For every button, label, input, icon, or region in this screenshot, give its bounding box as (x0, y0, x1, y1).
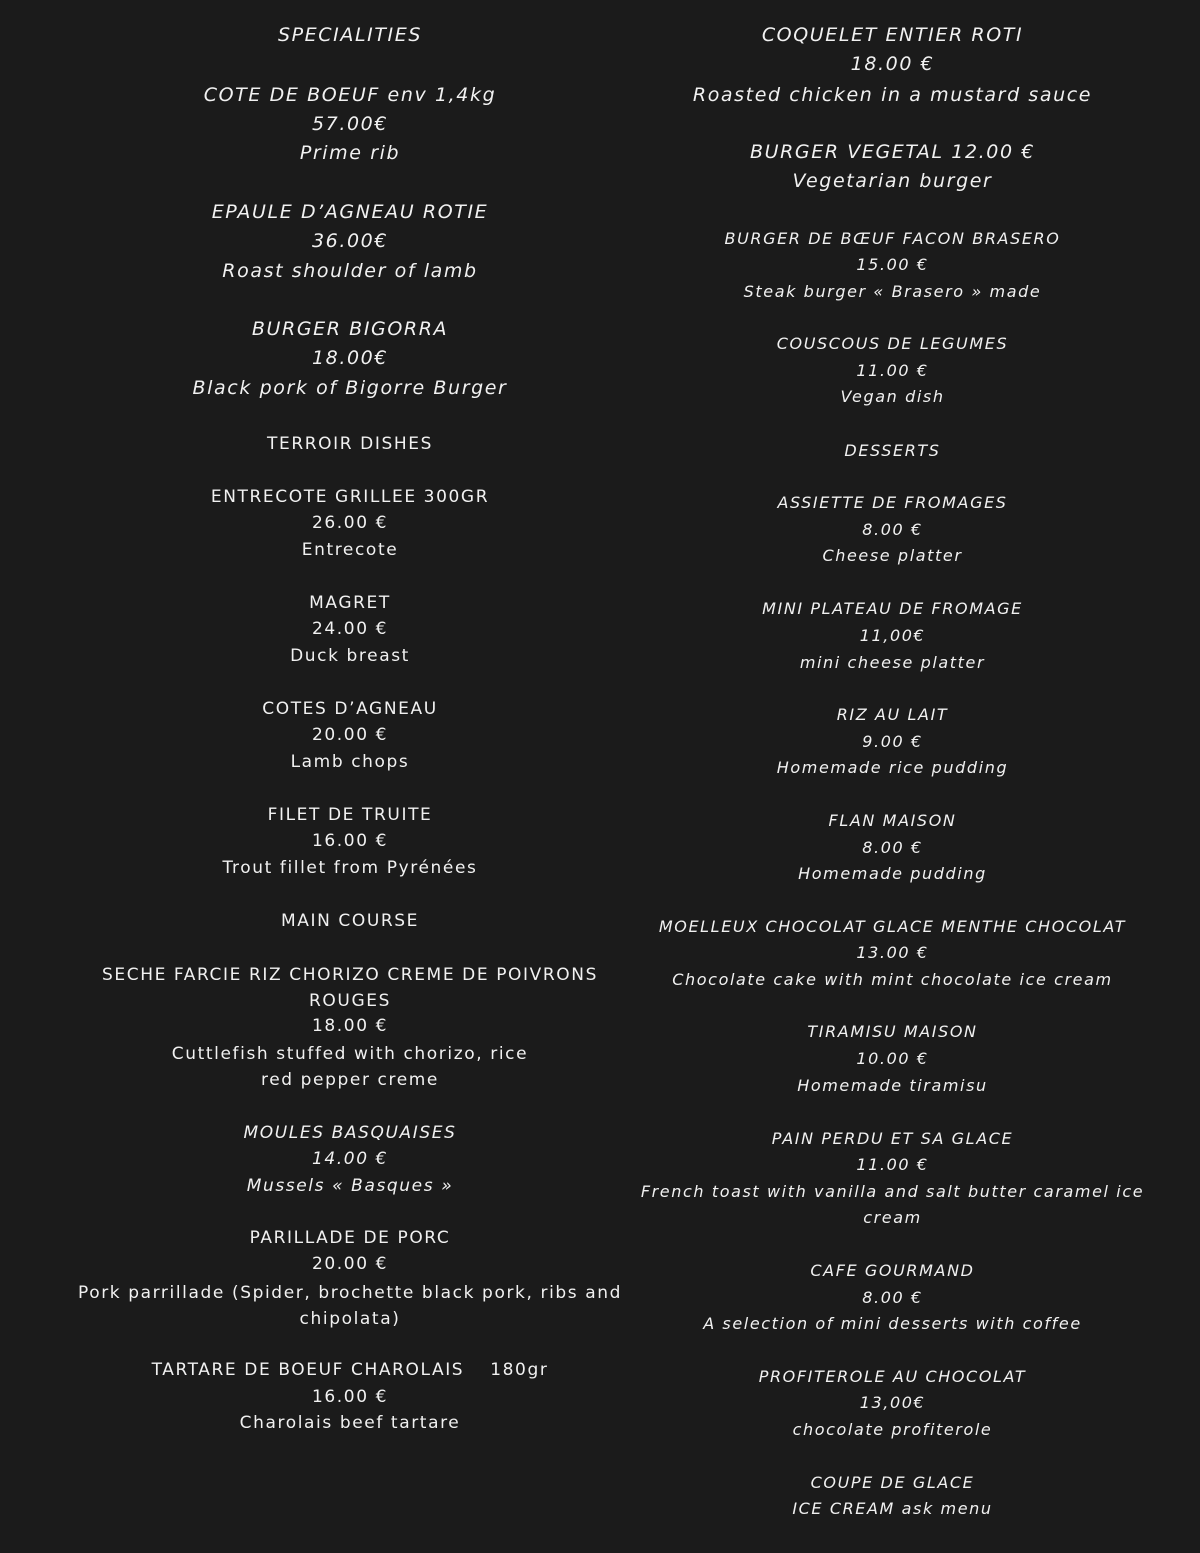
menu-item-name: MAGRET (309, 593, 391, 613)
menu-item-description: chocolate profiterole (792, 1420, 993, 1439)
menu-item-price: 13,00€ (859, 1393, 926, 1412)
menu-item-name: FILET DE TRUITE (267, 805, 433, 825)
specialities-heading: SPECIALITIES (277, 24, 423, 46)
menu-item-description: Roasted chicken in a mustard sauce (692, 84, 1093, 106)
menu-item-name: RIZ AU LAIT (836, 705, 949, 724)
menu-item-price: 18.00€ (311, 347, 389, 369)
menu-item-description: Steak burger « Brasero » made (743, 282, 1042, 301)
menu-item-name: PAIN PERDU ET SA GLACE (771, 1129, 1014, 1148)
menu-item-name: COTE DE BOEUF env 1,4kg (203, 84, 497, 106)
menu-item-name: COTES D’AGNEAU (262, 699, 438, 719)
menu-item-description: mini cheese platter (799, 653, 986, 672)
menu-item-price: 16.00 € (311, 1387, 389, 1407)
menu-item-price: 18.00 € (850, 53, 935, 75)
menu-item-price: 8.00 € (862, 520, 923, 539)
menu-item-price: 14.00 € (311, 1149, 389, 1169)
terroir-heading: TERROIR DISHES (267, 434, 433, 454)
menu-item-description: Lamb chops (290, 752, 410, 772)
menu-item-name: ENTRECOTE GRILLEE 300GR (210, 487, 490, 507)
menu-item-name: FLAN MAISON (828, 811, 957, 830)
menu-item-price: 15.00 € (856, 255, 929, 274)
main-course-heading: MAIN COURSE (280, 911, 420, 931)
menu-item-price: 10.00 € (856, 1049, 929, 1068)
menu-item-description: Trout fillet from Pyrénées (222, 858, 478, 878)
menu-item-price: 11.00 € (856, 361, 929, 380)
menu-item-description: Prime rib (299, 142, 401, 164)
menu-item-price: 16.00 € (311, 831, 389, 851)
menu-item-name: COUSCOUS DE LEGUMES (776, 334, 1009, 353)
menu-item-description: Roast shoulder of lamb (222, 260, 478, 282)
menu-item-price: 36.00€ (311, 230, 389, 252)
menu-item-name: TIRAMISU MAISON (807, 1022, 978, 1041)
menu-item-name: MOELLEUX CHOCOLAT GLACE MENTHE CHOCOLAT (658, 917, 1127, 936)
menu-item-name: BURGER VEGETAL 12.00 € (749, 141, 1036, 163)
menu-item-description: Chocolate cake with mint chocolate ice cream (672, 970, 1113, 989)
menu-item-name: MOULES BASQUAISES (243, 1123, 457, 1143)
menu-item-name: SECHE FARCIE RIZ CHORIZO CREME DE POIVRONS ROUGES (102, 965, 598, 1011)
desserts-heading: DESSERTS (844, 441, 941, 460)
menu-item-description: Mussels « Basques » (246, 1176, 454, 1196)
menu-item-price: 9.00 € (862, 732, 923, 751)
menu-item-price: 20.00 € (311, 725, 389, 745)
menu-item-name: BURGER DE BŒUF FACON BRASERO (724, 229, 1061, 248)
menu-item-description: Duck breast (290, 646, 410, 666)
menu-item-name-row (70, 1360, 630, 1380)
menu-item-price: 11.00 € (856, 1155, 929, 1174)
menu-item-name: TARTARE DE BOEUF CHAROLAIS (151, 1360, 465, 1380)
menu-item-price: 20.00 € (311, 1254, 389, 1274)
menu-item-name: COQUELET ENTIER ROTI (761, 24, 1024, 46)
menu-item-price: 57.00€ (311, 113, 389, 135)
menu-item-description: Homemade rice pudding (776, 758, 1009, 777)
menu-item-description: Cuttlefish stuffed with chorizo, rice red pepper creme (171, 1044, 529, 1090)
menu-item-name: CAFE GOURMAND (810, 1261, 975, 1280)
menu-item-description: ICE CREAM ask menu (792, 1499, 993, 1518)
menu-item-price: 11,00€ (859, 626, 926, 645)
menu-item-description: Black pork of Bigorre Burger (192, 377, 508, 399)
menu-item-name: MINI PLATEAU DE FROMAGE (762, 599, 1023, 618)
menu-item-name: PROFITEROLE AU CHOCOLAT (758, 1367, 1027, 1386)
menu-item-name: PARILLADE DE PORC (249, 1228, 451, 1248)
menu-item-price: 13.00 € (856, 943, 929, 962)
menu-item-price: 24.00 € (311, 619, 389, 639)
menu-item-name: COUPE DE GLACE (810, 1473, 975, 1492)
menu-item-price: 26.00 € (311, 513, 389, 533)
menu-item-name: BURGER BIGORRA (251, 318, 449, 340)
menu-item-description: Homemade pudding (798, 864, 987, 883)
menu-item-description: Cheese platter (822, 546, 963, 565)
menu-item-description: Homemade tiramisu (797, 1076, 988, 1095)
menu-item-price: 8.00 € (862, 1288, 923, 1307)
menu-item-description: Charolais beef tartare (239, 1413, 461, 1433)
menu-item-description: Pork parrillade (Spider, brochette black pork, ribs and chipolata) (77, 1283, 623, 1329)
menu-item-weight: 180gr (490, 1360, 549, 1380)
menu-item-name: ASSIETTE DE FROMAGES (777, 493, 1008, 512)
menu-item-price: 8.00 € (862, 838, 923, 857)
menu-item-description: Vegan dish (840, 387, 945, 406)
menu-item-name: EPAULE D’AGNEAU ROTIE (211, 201, 489, 223)
menu-item-description: French toast with vanilla and salt butter caramel ice cream (640, 1182, 1145, 1227)
menu-item-description: Vegetarian burger (792, 170, 993, 192)
menu-item-description: A selection of mini desserts with coffee (703, 1314, 1082, 1333)
menu-item-price: 18.00 € (311, 1016, 389, 1036)
menu-item-description: Entrecote (301, 540, 399, 560)
